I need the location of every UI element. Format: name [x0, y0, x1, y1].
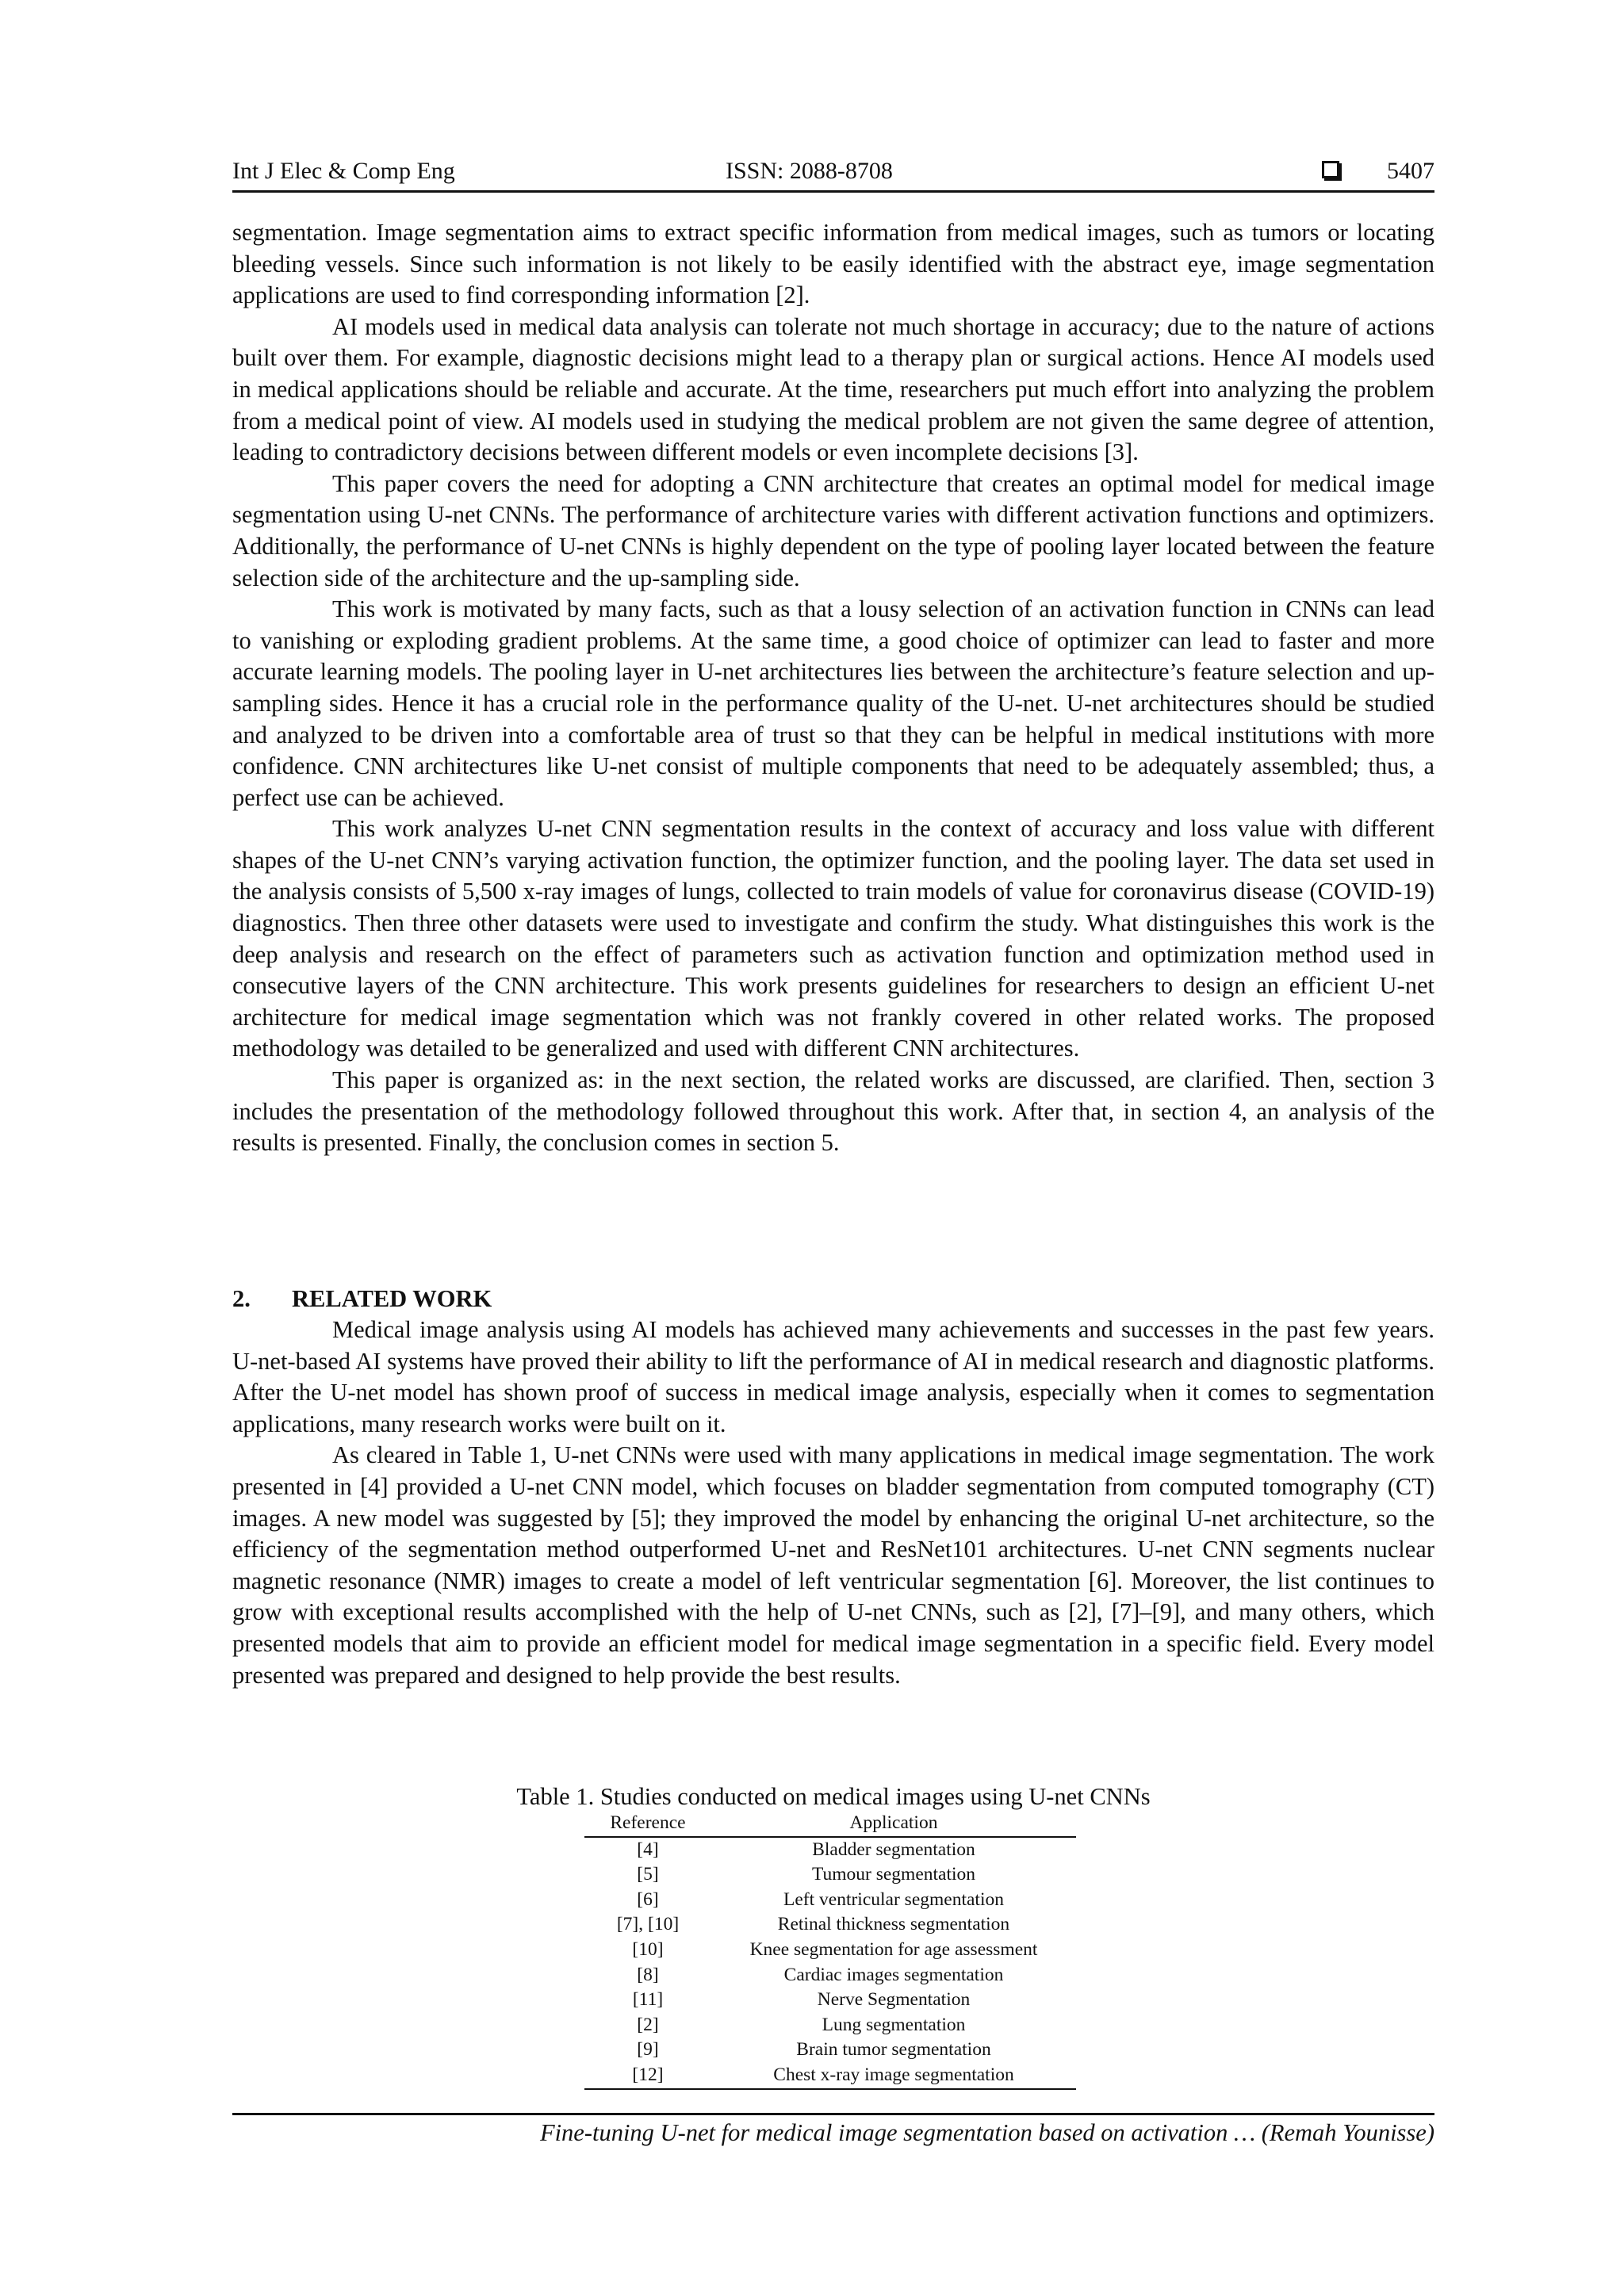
table-row [584, 1837, 1076, 1863]
application-cell: Bladder segmentation [812, 1839, 975, 1860]
reference-cell: [4] [637, 1839, 659, 1860]
journal-name: Int J Elec & Comp Eng [232, 158, 455, 184]
table-row [584, 1938, 1076, 1963]
table-row [584, 1988, 1076, 2013]
application-cell: Chest x-ray image segmentation [711, 2063, 1076, 2089]
table-row [584, 1963, 1076, 1988]
reference-cell: [6] [637, 1888, 659, 1910]
table-row [584, 2038, 1076, 2063]
reference-cell: [5] [637, 1864, 659, 1885]
application-cell: Lung segmentation [822, 2014, 966, 2035]
section-number: 2. [232, 1285, 251, 1312]
related-work-body [232, 1314, 1434, 1691]
table-body [584, 1837, 1076, 2089]
application-cell: Retinal thickness segmentation [777, 1914, 1010, 1935]
application-cell: Tumour segmentation [811, 1864, 976, 1885]
running-header [232, 154, 1434, 189]
paragraph: segmentation. Image segmentation aims to extract specific information from medical images, such as tumors or locating bleeding vessels. Since such information is not likely to be easily identified with the abstract eye, image segmentation applications are used to find corresponding information [2]. [232, 219, 1434, 309]
table-caption: Table 1. Studies conducted on medical images using U-net CNNs [516, 1783, 1151, 1810]
running-footer: Fine-tuning U-net for medical image segmentation based on activation … (Remah Younisse) [539, 2119, 1434, 2146]
table-row [584, 1912, 1076, 1938]
checkbox-square-icon [1322, 161, 1339, 178]
page-number: 5407 [1387, 158, 1434, 184]
issn-label: ISSN: 2088-8708 [726, 158, 893, 184]
paragraph: This paper covers the need for adopting a CNN architecture that creates an optimal model for medical image segmentation using U-net CNNs. The performance of architecture varies with different activation functions and optimizers. Additionally, the performance of U-net CNNs is highly dependent on the type of pooling layer located between the feature selection side of the architecture and the up-sampling side. [232, 469, 1434, 591]
paragraph: This work is motivated by many facts, such as that a lousy selection of an activation function in CNNs can lead to vanishing or exploding gradient problems. At the same time, a good choice of optimizer can lead to faster and more accurate learning models. The pooling layer in U-net architectures lies between the architecture’s feature selection and up-sampling sides. Hence it has a crucial role in the performance quality of the U-net. U-net architectures should be studied and analyzed to be driven into a comfortable area of trust so that they can be helpful in medical institutions with more confidence. CNN architectures like U-net consist of multiple components that need to be adequately assembled; thus, a perfect use can be achieved. [232, 595, 1434, 811]
application-cell: Nerve Segmentation [817, 1989, 971, 2011]
paragraph: Medical image analysis using AI models has achieved many achievements and successes in the past few years. U-net-based AI systems have proved their ability to lift the performance of AI in medical research and diagnostic platforms. After the U-net model has shown proof of success in medical image analysis, especially when it comes to segmentation applications, many research works were built on it. [232, 1316, 1434, 1437]
paragraph: This work analyzes U-net CNN segmentation results in the context of accuracy and loss value with different shapes of the U-net CNN’s varying activation function, the optimizer function, and the pooling layer. The data set used in the analysis consists of 5,500 x-ray images of lungs, collected to train models of value for coronavirus disease (COVID-19) diagnostics. Then three other datasets were used to investigate and confirm the study. What distinguishes this work is the deep analysis and research on the effect of parameters such as activation function and optimization method used in consecutive layers of the CNN architecture. This work presents guidelines for researchers to design an efficient U-net architecture for medical image segmentation which was not frankly covered in other related works. The proposed methodology was detailed to be generalized and used with different CNN architectures. [232, 815, 1434, 1062]
column-header-reference: Reference [584, 1811, 711, 1837]
reference-cell: [11] [632, 1989, 664, 2011]
reference-cell: [12] [584, 2063, 711, 2089]
section-heading-related-work [232, 1283, 1434, 1314]
table-row [584, 1862, 1076, 1888]
header-divider [232, 190, 1434, 193]
section-title: RELATED WORK [292, 1285, 492, 1312]
paragraph: AI models used in medical data analysis can tolerate not much shortage in accuracy; due to the nature of actions built over them. For example, diagnostic decisions might lead to a therapy plan or surgical actions. Hence AI models used in medical applications should be reliable and accurate. At the time, researchers put much effort into analyzing the problem from a medical point of view. AI models used in studying the medical problem are not given the same degree of attention, leading to contradictory decisions between different models or even incomplete decisions [3]. [232, 312, 1434, 466]
table-row [584, 1888, 1076, 1913]
table-row [584, 2013, 1076, 2038]
paragraph: As cleared in Table 1, U-net CNNs were used with many applications in medical image segmentation. The work presented in [4] provided a U-net CNN model, which focuses on bladder segmentation from computed tomography (CT) images. A new model was suggested by [5]; they improved the model by enhancing the original U-net architecture, so the efficiency of the segmentation method outperformed U-net and ResNet101 architectures. U-net CNN segments nuclear magnetic resonance (NMR) images to create a model of left ventricular segmentation [6]. Moreover, the list continues to grow with exceptional results accomplished with the help of U-net CNNs, such as [2], [7]–[9], and many others, which presented models that aim to provide an efficient model for medical image segmentation in a specific field. Every model presented was prepared and designed to help provide the best results. [232, 1441, 1434, 1689]
introduction-body [232, 217, 1434, 1159]
column-header-application: Application [711, 1811, 1076, 1837]
application-cell: Left ventricular segmentation [783, 1888, 1004, 1910]
reference-cell: [8] [637, 1964, 659, 1985]
reference-cell: [9] [637, 2039, 659, 2061]
paragraph: This paper is organized as: in the next section, the related works are discussed, are clarified. Then, section 3 includes the presentation of the methodology followed throughout this work. After that, in section 4, an analysis of the results is presented. Finally, the conclusion comes in section 5. [232, 1066, 1434, 1157]
reference-cell: [7], [10] [616, 1914, 680, 1935]
reference-cell: [10] [632, 1938, 664, 1960]
reference-cell: [2] [637, 2014, 659, 2035]
application-cell: Knee segmentation for age assessment [749, 1938, 1038, 1960]
application-cell: Brain tumor segmentation [796, 2039, 991, 2061]
table-row [584, 2063, 1076, 2089]
table-header-row [584, 1811, 1076, 1837]
application-cell: Cardiac images segmentation [783, 1964, 1004, 1985]
studies-table [584, 1811, 1076, 2090]
